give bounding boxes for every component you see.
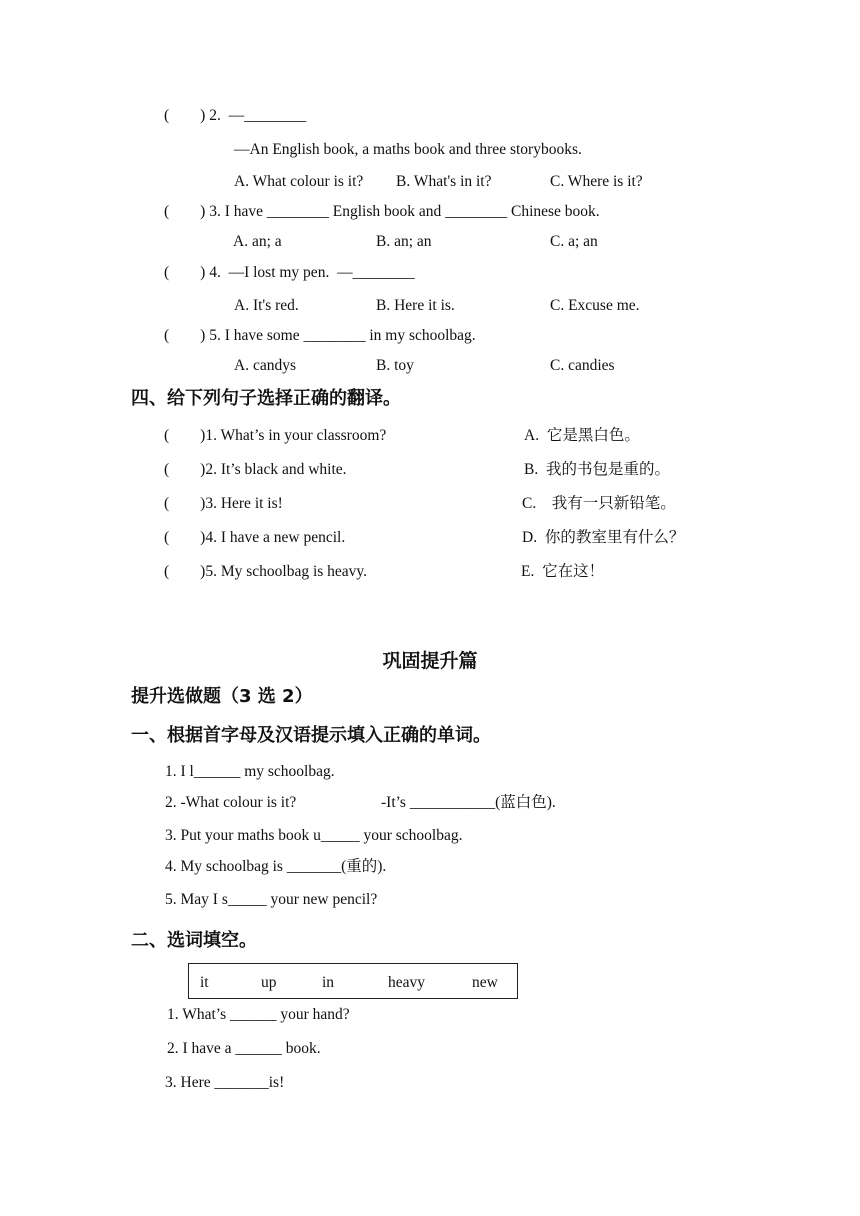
p2-section1-heading: 一、根据首字母及汉语提示填入正确的单词。 [131,725,491,746]
q2-option-c: C. Where is it? [550,173,643,190]
s4-left-5: ( )5. My schoolbag is heavy. [164,563,368,580]
q3-option-b: B. an; an [376,233,432,250]
p2-s2-item-2: 2. I have a ______ book. [167,1040,321,1057]
q4-option-b: B. Here it is. [376,297,455,314]
s4-left-3: ( )3. Here it is! [164,495,283,512]
s4-left-2: ( )2. It’s black and white. [164,461,347,478]
part2-title: 巩固提升篇 [382,650,478,672]
s4-left-4: ( )4. I have a new pencil. [164,529,346,546]
s4-right-b: B. 我的书包是重的。 [524,461,670,478]
p2-section2-heading: 二、选词填空。 [131,930,257,951]
q5-option-a: A. candys [234,357,296,374]
q2-option-b: B. What's in it? [396,173,492,190]
word-bank-word-5: new [472,974,498,991]
s4-right-e: E. 它在这！ [521,563,605,580]
s4-left-1: ( )1. What’s in your classroom? [164,427,387,444]
q3-option-a: A. an; a [233,233,282,250]
s4-right-c: C. 我有一只新铅笔。 [522,495,676,512]
q5-option-c: C. candies [550,357,615,374]
word-bank-box [188,963,518,999]
word-bank-word-2: up [261,974,277,991]
p2-s2-item-1: 1. What’s ______ your hand? [167,1006,350,1023]
q3-option-c: C. a; an [550,233,598,250]
q4-stem: ( ) 4. —I lost my pen. —________ [164,264,415,281]
q5-stem: ( ) 5. I have some ________ in my schoolbag. [164,327,476,344]
p2-s2-item-3: 3. Here _______is! [165,1074,285,1091]
s4-right-d: D. 你的教室里有什么？ [522,529,685,546]
word-bank-word-3: in [322,974,335,991]
q2-option-a: A. What colour is it? [234,173,364,190]
p2-s1-item-2-answer: -It’s ___________(蓝白色). [381,794,556,811]
p2-s1-item-4: 4. My schoolbag is _______(重的). [165,858,387,875]
q3-stem: ( ) 3. I have ________ English book and ________ Chinese book. [164,203,600,220]
q4-option-a: A. It's red. [234,297,299,314]
s4-right-a: A. 它是黑白色。 [524,427,640,444]
q5-option-b: B. toy [376,357,414,374]
p2-s1-item-2: 2. -What colour is it? [165,794,297,811]
q2-answer-line: —An English book, a maths book and three storybooks. [234,141,582,158]
q4-option-c: C. Excuse me. [550,297,640,314]
section4-heading: 四、给下列句子选择正确的翻译。 [131,388,401,409]
q2-stem: ( ) 2. —________ [164,107,307,124]
word-bank-word-4: heavy [388,974,426,991]
word-bank-word-1: it [200,974,209,991]
p2-s1-item-5: 5. May I s_____ your new pencil? [165,891,378,908]
p2-s1-item-1: 1. I l______ my schoolbag. [165,763,335,780]
p2-s1-item-3: 3. Put your maths book u_____ your schoolbag. [165,827,463,844]
part2-subtitle: 提升选做题（3 选 2） [131,686,313,707]
